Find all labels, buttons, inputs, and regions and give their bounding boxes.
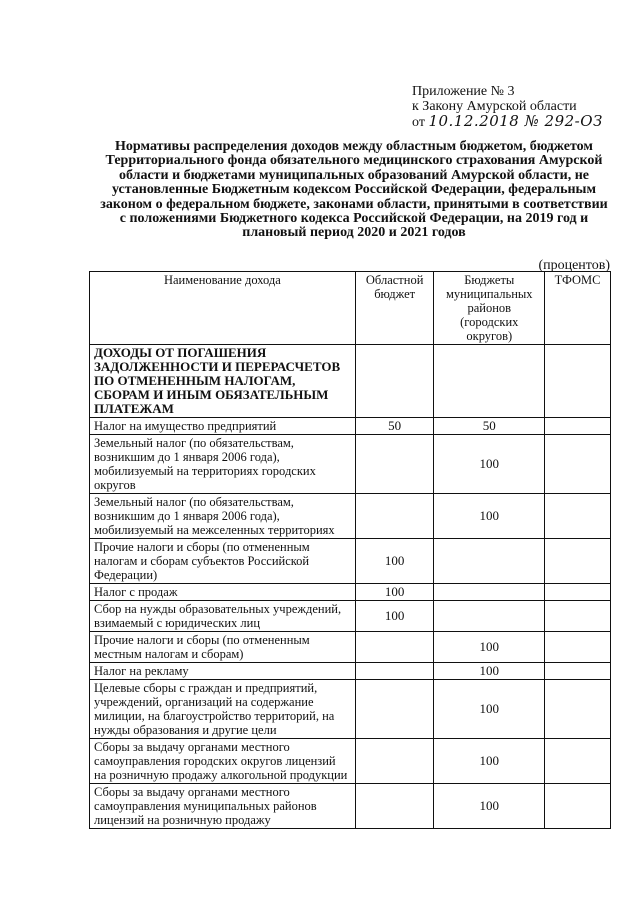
municipal-value: 100 — [434, 632, 545, 663]
appendix-block — [412, 84, 603, 130]
revenue-name: Сборы за выдачу органами местного самоуправления городских округов лицензий на розничную продажу алкогольной продукции — [90, 739, 356, 784]
table-row — [90, 663, 611, 680]
revenue-name: Налог на рекламу — [90, 663, 356, 680]
municipal-value: 100 — [434, 784, 545, 829]
table-row — [90, 739, 611, 784]
municipal-value: 100 — [434, 680, 545, 739]
regional-value: 100 — [355, 539, 434, 584]
header-municipal-budgets: Бюджеты муниципальных районов (городских округов) — [434, 272, 545, 345]
table-row — [90, 601, 611, 632]
tfoms-value — [545, 680, 611, 739]
revenue-name: Земельный налог (по обязательствам, возникшим до 1 января 2006 года), мобилизуемый на межселенных территориях — [90, 494, 356, 539]
revenue-distribution-table — [89, 271, 611, 829]
appendix-date-line — [412, 114, 603, 130]
tfoms-value — [545, 494, 611, 539]
municipal-value: 50 — [434, 418, 545, 435]
table-row — [90, 435, 611, 494]
header-regional-budget: Областной бюджет — [355, 272, 434, 345]
revenue-name: Прочие налоги и сборы (по отмененным налогам и сборам субъектов Российской Федерации) — [90, 539, 356, 584]
table-header-row — [90, 272, 611, 345]
tfoms-value — [545, 435, 611, 494]
regional-value: 100 — [355, 584, 434, 601]
revenue-name: Сборы за выдачу органами местного самоуправления муниципальных районов лицензий на розничную продажу — [90, 784, 356, 829]
tfoms-value — [545, 784, 611, 829]
appendix-date-prefix: от — [412, 115, 425, 130]
municipal-value — [434, 345, 545, 418]
tfoms-value — [545, 345, 611, 418]
revenue-name: Налог с продаж — [90, 584, 356, 601]
regional-value — [355, 632, 434, 663]
regional-value — [355, 345, 434, 418]
table-row — [90, 418, 611, 435]
municipal-value — [434, 601, 545, 632]
appendix-law-reference: к Закону Амурской области — [412, 99, 577, 114]
tfoms-value — [545, 601, 611, 632]
municipal-value: 100 — [434, 663, 545, 680]
tfoms-value — [545, 739, 611, 784]
document-title: Нормативы распределения доходов между областным бюджетом, бюджетом Территориального фонда обязательного медицинского страхования Амурской области и бюджетами муниципальных образований Амурской области, не установленные Бюджетным кодексом Российской Федерации, федеральным законом о федеральном бюджете, законами области, принятыми в соответствии с положениями Бюджетного кодекса Российской Федерации, на 2019 год и плановый период 2020 и 2021 годов — [100, 139, 608, 241]
revenue-name: Целевые сборы с граждан и предприятий, учреждений, организаций на содержание милиции, на благоустройство территорий, на нужды образования и другие цели — [90, 680, 356, 739]
regional-value — [355, 784, 434, 829]
municipal-value — [434, 584, 545, 601]
revenue-name: Налог на имущество предприятий — [90, 418, 356, 435]
regional-value — [355, 494, 434, 539]
table-row — [90, 680, 611, 739]
revenue-name: Сбор на нужды образовательных учреждений, взимаемый с юридических лиц — [90, 601, 356, 632]
regional-value — [355, 680, 434, 739]
regional-value: 50 — [355, 418, 434, 435]
tfoms-value — [545, 584, 611, 601]
municipal-value: 100 — [434, 435, 545, 494]
municipal-value — [434, 539, 545, 584]
header-tfoms: ТФОМС — [545, 272, 611, 345]
table-row — [90, 539, 611, 584]
tfoms-value — [545, 539, 611, 584]
table-row — [90, 784, 611, 829]
municipal-value: 100 — [434, 494, 545, 539]
header-revenue-name: Наименование дохода — [90, 272, 356, 345]
table-row — [90, 584, 611, 601]
table-row — [90, 345, 611, 418]
tfoms-value — [545, 632, 611, 663]
regional-value — [355, 739, 434, 784]
tfoms-value — [545, 418, 611, 435]
regional-value — [355, 435, 434, 494]
regional-value — [355, 663, 434, 680]
handwritten-date-number: 10.12.2018 № 292-ОЗ — [428, 112, 603, 130]
units-label: (процентов) — [538, 258, 610, 273]
regional-value: 100 — [355, 601, 434, 632]
tfoms-value — [545, 663, 611, 680]
table-row — [90, 632, 611, 663]
section-heading: ДОХОДЫ ОТ ПОГАШЕНИЯ ЗАДОЛЖЕННОСТИ И ПЕРЕРАСЧЕТОВ ПО ОТМЕНЕННЫМ НАЛОГАМ, СБОРАМ И ИНЫМ ОБЯЗАТЕЛЬНЫМ ПЛАТЕЖАМ — [90, 345, 356, 418]
table-row — [90, 494, 611, 539]
appendix-number: Приложение № 3 — [412, 84, 515, 99]
revenue-name: Земельный налог (по обязательствам, возникшим до 1 января 2006 года), мобилизуемый на территориях городских округов — [90, 435, 356, 494]
municipal-value: 100 — [434, 739, 545, 784]
revenue-name: Прочие налоги и сборы (по отмененным местным налогам и сборам) — [90, 632, 356, 663]
